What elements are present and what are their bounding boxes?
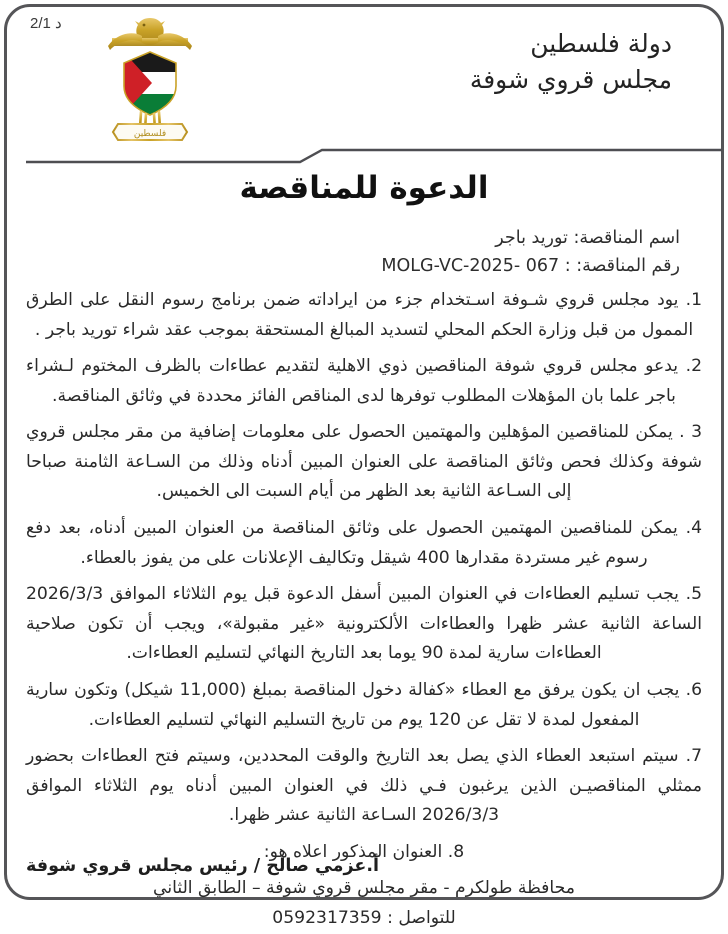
- tender-name-value: توريد باجر: [495, 228, 568, 248]
- svg-text:فلسطين: فلسطين: [133, 129, 167, 139]
- clause-item: 7. سيتم استبعد العطاء الذي يصل بعد التاريخ والوقت المحددين، وسيتم فتح العطاءات بحضور ممثلي المناقصيـن الذين يرغبون فـي ذلك في العنوان المبين أدناه يوم الثلاثاء الموافق 2026/3/3 السـاعة الثانية عشر ظهرا.: [26, 746, 702, 826]
- document-header: [0, 0, 728, 150]
- contact-label: للتواصل :: [387, 907, 456, 928]
- clause-item: 3 . يمكن للمناقصين المؤهلين والمهتمين الحصول على معلومات إضافية من مقر مجلس قروي شوفة وكذلك فحص وثائق المناقصة على العنوان المبين أدناه وذلك من السـاعة الثامنة صباحا إلى السـاعة الثانية بعد الظهر من أيام السبت الى الخميس.: [26, 422, 702, 502]
- palestine-coat-of-arms-eagle-icon: [88, 12, 212, 144]
- tender-name-row: [40, 224, 680, 252]
- page-title: الدعوة للمناقصة: [239, 170, 489, 206]
- contact-line: [26, 904, 702, 934]
- signature-line: أ.عزمي صالح / رئيس مجلس قروي شوفة: [26, 856, 380, 876]
- clause-item: 8. العنوان المذكور اعلاه هو:: [263, 841, 465, 862]
- header-divider: [0, 140, 728, 166]
- address-line: محافظة طولكرم - مقر مجلس قروي شوفة – الطابق الثاني: [153, 878, 575, 899]
- clause-item: 4. يمكن للمناقصين المهتمين الحصول على وثائق المناقصة من العنوان المبين أدناه، بعد دفع رسوم غير مستردة مقدارها 400 شيقل وتكاليف الإعلانات على من يفوز بالعطاء.: [26, 518, 702, 568]
- tender-number-row: [40, 252, 680, 280]
- organization-names: [470, 26, 672, 99]
- tender-number-value: MOLG-VC-2025- 067: [381, 256, 560, 277]
- tender-number-label: رقم المناقصة: :: [564, 256, 680, 277]
- contact-number: 0592317359: [272, 907, 382, 928]
- state-name: دولة فلسطين: [530, 29, 672, 58]
- council-name: مجلس قروي شوفة: [469, 65, 672, 95]
- page-number-marker: د 2/1: [30, 15, 62, 32]
- clause-item: 2. يدعو مجلس قروي شوفة المناقصين ذوي الاهلية لتقديم عطاءات بالظرف المختوم لـشراء باجر علما بان المؤهلات المطلوب توفرها لدى المناقص الفائز محددة في وثائق المناقصة.: [26, 356, 702, 406]
- clause-item: 6. يجب ان يكون يرفق مع العطاء «كفالة دخول المناقصة بمبلغ (11,000 شيكل) وتكون سارية المفعول لمدة لا تقل عن 120 يوم من تاريخ التسليم النهائي لتسليم العطاءات.: [26, 679, 702, 730]
- clause-item: 1. يود مجلس قروي شـوفة اسـتخدام جزء من ايراداته ضمن برنامج رسوم النقل على الطرق الممول من قبل وزارة الحكم المحلي لتسديد المبالغ المستحقة بموجب عقد شراء توريد باجر .: [26, 290, 702, 340]
- tender-name-label: اسم المناقصة:: [573, 228, 680, 248]
- tender-meta: [40, 224, 680, 281]
- clause-item: 5. يجب تسليم العطاءات في العنوان المبين أسفل الدعوة قبل يوم الثلاثاء الموافق 2026/3/3 الساعة الثانية عشر ظهرا والعطاءات الألكترونية «غير مقبولة»، ويجب أن تكون صلاحية العطاءات سارية لمدة 90 يوما بعد التاريخ النهائي لتسليم العطاءات.: [26, 584, 702, 664]
- clause-list: [26, 286, 702, 934]
